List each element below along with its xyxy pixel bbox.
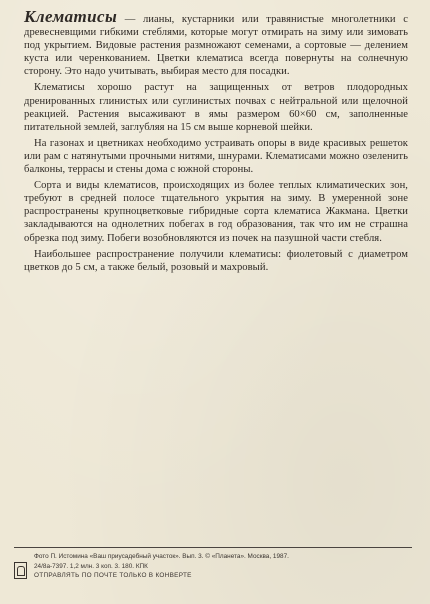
mail-instruction: ОТПРАВЛЯТЬ ПО ПОЧТЕ ТОЛЬКО В КОНВЕРТЕ [34, 572, 192, 580]
photo-credit: Фото П. Истомина «Ваш приусадебный участок». Вып. 3. © «Планета». Москва, 1987. [34, 553, 289, 560]
paragraph-popular: Наибольшее распространение получили клематисы: фиолетовый с диаметром цветков до 5 см, а также белый, розовый и махровый. [24, 248, 408, 273]
article-text [24, 7, 408, 277]
publisher-logo-icon [14, 562, 27, 579]
article-title: Клематисы [24, 7, 118, 26]
paragraph-supports: На газонах и цветниках необходимо устраивать опоры в виде красивых решеток или рам с натянутыми прочными нитями, шнурами. Клематисами можно озеленить балконы, террасы и стены дома с южной стороны. [24, 137, 408, 176]
paragraph-intro-text: — лианы, кустарники или травянистые многолетники с древесневщими гибкими стеблями, которые могут отмирать на зиму или зимовать под укрытием. Видовые растения размножают семенами, а сортовые — делением куста или черенкованием. Цветки клематиса всегда повернуты на солнечную сторону. Это надо учитывать, выбирая место для посадки. [24, 14, 408, 78]
paragraph-varieties: Сорта и виды клематисов, происходящих из более теплых климатических зон, требуют в средней полосе тщательного укрытия на зиму. В умеренной зоне распространены крупноцветковые гибридные сорта клематиса Жакмана. Цветки закладываются на однолетних побегах в год образования, так что им не страшна обрезка под зиму. Побеги возобновляются из почек на пазушной части стебля. [24, 180, 408, 244]
paragraph-intro [24, 7, 408, 78]
paragraph-soil: Клематисы хорошо растут на защищенных от ветров плодородных дренированных глинистых или суглинистых почвах с нейтральной или щелочной реакцией. Растения высаживают в ямы размером 60×60 см, заполненные питательной землей, заглубляя на 15 см выше корневой шейки. [24, 82, 408, 133]
imprint-footer [14, 547, 412, 581]
print-info: 24/8а-7397. 1,2 млн. 3 коп. 3. 180. КПК [34, 562, 148, 570]
